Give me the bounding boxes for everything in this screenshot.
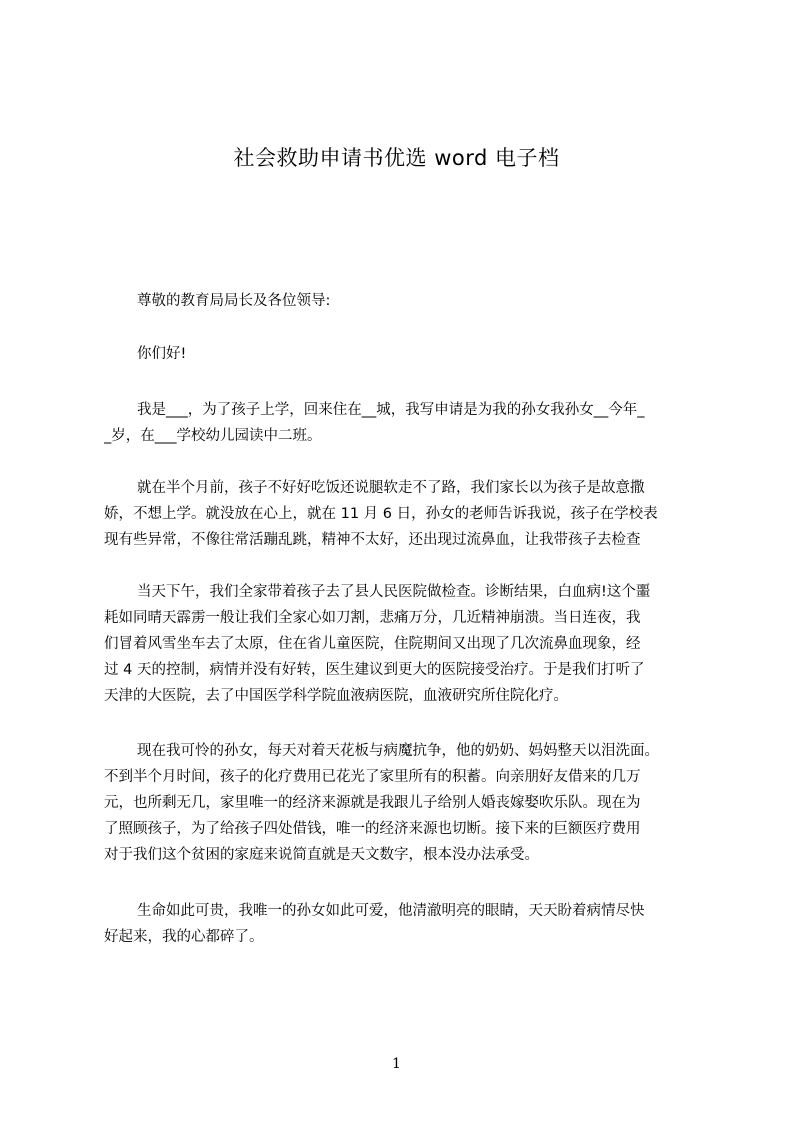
- paragraph-line: 过 4 天的控制，病情并没有好转，医生建议到更大的医院接受治疗。于是我们打听了: [104, 662, 645, 678]
- paragraph-line: 当天下午，我们全家带着孩子去了县人民医院做检查。诊断结果，白血病!这个噩: [137, 584, 651, 600]
- paragraph-line: 我是___，为了孩子上学，回来住在__城，我写申请是为我的孙女我孙女__今年_: [137, 402, 645, 418]
- page-number: 1: [392, 1056, 401, 1072]
- paragraph-line: 了照顾孩子，为了给孩子四处借钱，唯一的经济来源也切断。接下来的巨额医疗费用: [104, 821, 641, 837]
- paragraph-line: 天津的大医院，去了中国医学科学院血液病医院，血液研究所住院化疗。: [104, 688, 568, 704]
- paragraph-line: _岁，在___学校幼儿园读中二班。: [104, 428, 322, 444]
- paragraph-line: 对于我们这个贫困的家庭来说简直就是天文数字，根本没办法承受。: [104, 847, 539, 863]
- salutation-line: 你们好!: [137, 346, 187, 362]
- paragraph-line: 耗如同晴天霹雳一般让我们全家心如刀割，悲痛万分，几近精神崩溃。当日连夜，我: [104, 610, 641, 626]
- paragraph-line: 好起来，我的心都碎了。: [104, 929, 264, 945]
- paragraph-line: 不到半个月时间，孩子的化疗费用已花光了家里所有的积蓄。向亲朋好友借来的几万: [104, 769, 641, 785]
- greeting-line: 尊敬的教育局局长及各位领导:: [137, 293, 331, 309]
- document-title: 社会救助申请书优选 word 电子档: [233, 146, 560, 170]
- paragraph-line: 娇，不想上学。就没放在心上，就在 11 月 6 日，孙女的老师告诉我说，孩子在学校表: [104, 506, 658, 522]
- paragraph-line: 元，也所剩无几，家里唯一的经济来源就是我跟儿子给别人婚丧嫁娶吹乐队。现在为: [104, 795, 641, 811]
- paragraph-line: 现在我可怜的孙女，每天对着天花板与病魔抗争，他的奶奶、妈妈整天以泪洗面。: [137, 743, 659, 759]
- paragraph-line: 现有些异常，不像往常活蹦乱跳，精神不太好，还出现过流鼻血，让我带孩子去检查: [104, 532, 641, 548]
- paragraph-line: 们冒着风雪坐车去了太原，住在省儿童医院，住院期间又出现了几次流鼻血现象，经: [104, 636, 641, 652]
- paragraph-line: 生命如此可贵，我唯一的孙女如此可爱，他清澈明亮的眼睛，天天盼着病情尽快: [137, 903, 645, 919]
- paragraph-line: 就在半个月前，孩子不好好吃饭还说腿软走不了路，我们家长以为孩子是故意撒: [137, 480, 645, 496]
